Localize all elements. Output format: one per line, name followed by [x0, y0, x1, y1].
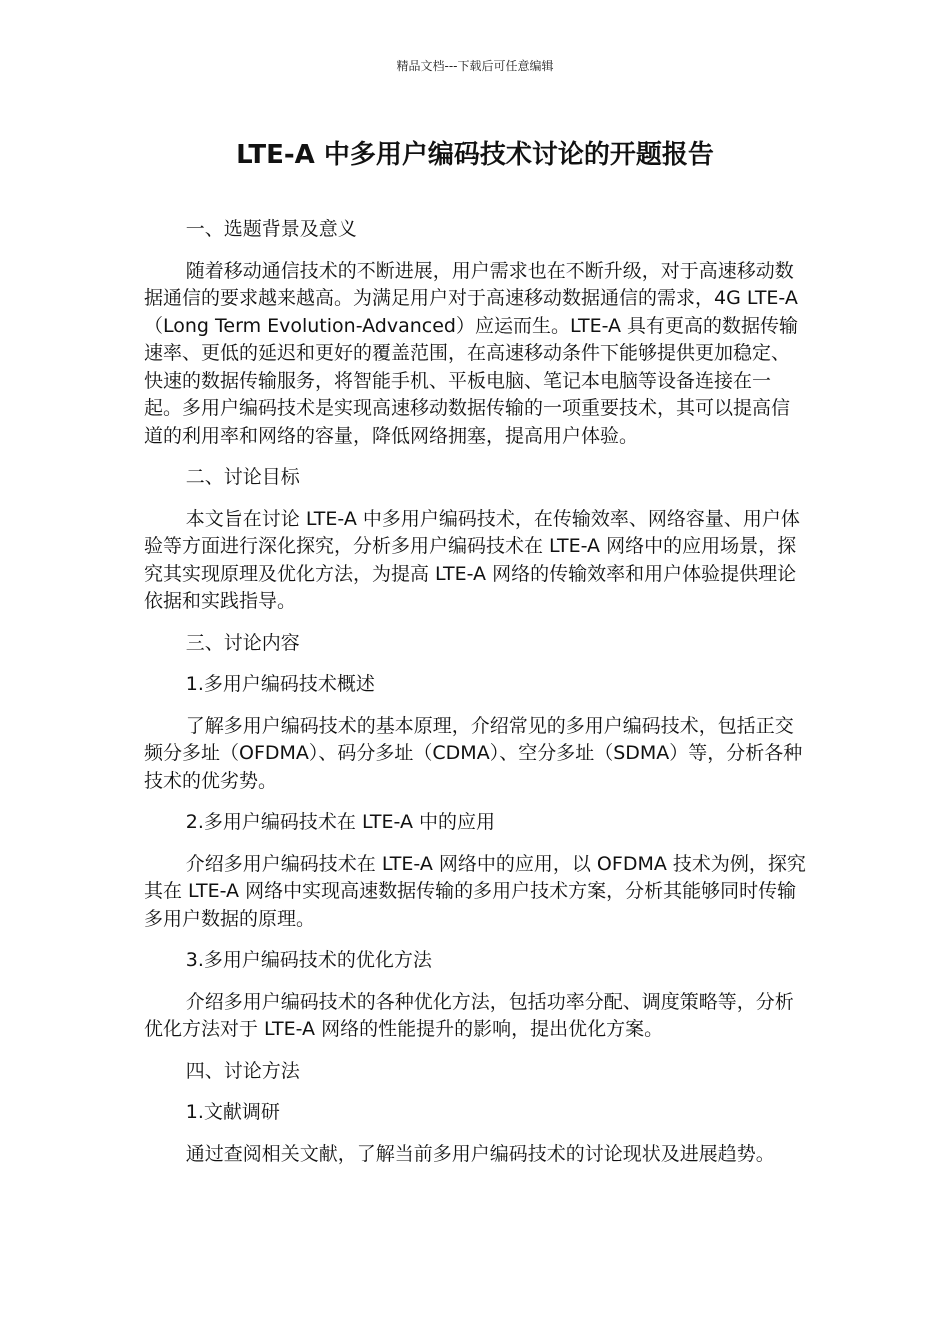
- section-heading-background: 一、选题背景及意义: [185, 218, 357, 240]
- section-heading-goals: 二、讨论目标: [185, 466, 300, 488]
- page-header: 精品文档---下载后可任意编辑: [396, 59, 554, 73]
- paragraph-background: 随着移动通信技术的不断进展，用户需求也在不断升级，对于高速移动数据通信的要求越来越高。为满足用户对于高速移动数据通信的需求，4G LTE-A（Long Term Evolution-Advanced）应运而生。LTE-A 具有更高的数据传输速率、更低的延迟和更好的覆盖范围，在高速移动条件下能够提供更加稳定、快速的数据传输服务，将智能手机、平板电脑、笔记本电脑等设备连接在一起。多用户编码技术是实现高速移动数据传输的一项重要技术，其可以提高信道的利用率和网络的容量，降低网络拥塞，提高用户体验。: [144, 259, 799, 447]
- document-body: [144, 216, 808, 1182]
- subheading-optimization: 3.多用户编码技术的优化方法: [185, 949, 432, 971]
- paragraph-goals: 本文旨在讨论 LTE-A 中多用户编码技术，在传输效率、网络容量、用户体验等方面进行深化探究，分析多用户编码技术在 LTE-A 网络中的应用场景，探究其实现原理及优化方法，为提高 LTE-A 网络的传输效率和用户体验提供理论依据和实践指导。: [144, 507, 800, 612]
- paragraph-application: 介绍多用户编码技术在 LTE-A 网络中的应用，以 OFDMA 技术为例，探究其在 LTE-A 网络中实现高速数据传输的多用户技术方案，分析其能够同时传输多用户数据的原理。: [144, 852, 806, 930]
- subheading-literature-review: 1.文献调研: [185, 1101, 280, 1123]
- paragraph-optimization: 介绍多用户编码技术的各种优化方法，包括功率分配、调度策略等，分析优化方法对于 LTE-A 网络的性能提升的影响，提出优化方案。: [144, 990, 794, 1040]
- paragraph-overview: 了解多用户编码技术的基本原理，介绍常见的多用户编码技术，包括正交频分多址（OFDMA）、码分多址（CDMA）、空分多址（SDMA）等，分析各种技术的优劣势。: [144, 714, 803, 792]
- paragraph-literature-review: 通过查阅相关文献，了解当前多用户编码技术的讨论现状及进展趋势。: [185, 1142, 775, 1165]
- subheading-application: 2.多用户编码技术在 LTE-A 中的应用: [185, 811, 496, 833]
- subheading-overview: 1.多用户编码技术概述: [185, 673, 375, 695]
- document-title: LTE-A 中多用户编码技术讨论的开题报告: [236, 140, 714, 170]
- section-heading-content: 三、讨论内容: [185, 631, 300, 654]
- section-heading-methods: 四、讨论方法: [185, 1059, 300, 1082]
